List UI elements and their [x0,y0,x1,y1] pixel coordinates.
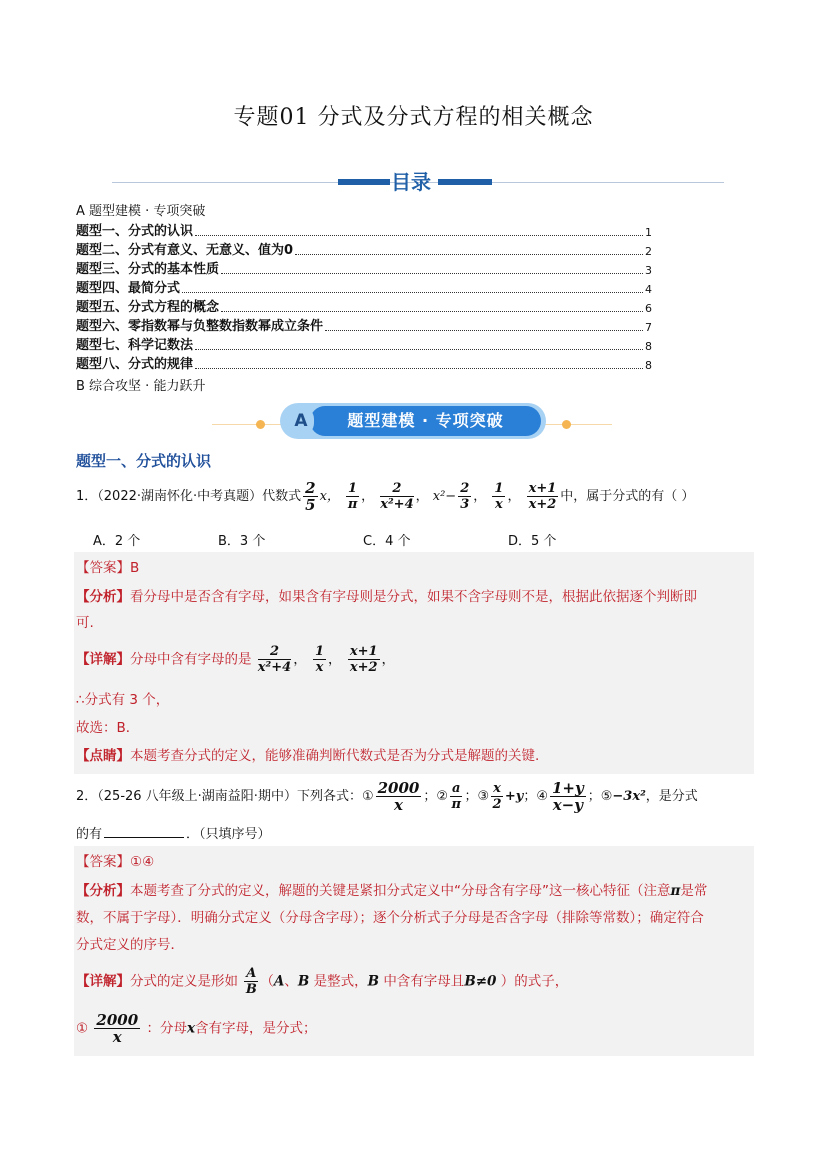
fraction: $\frac{2}{3}$ [460,481,470,512]
answer-blank[interactable] [104,837,184,838]
toc-item[interactable]: 题型二、分式有意义、无意义、值为0 2 [76,243,652,258]
detail-1: 【详解】分母中含有字母的是 $\frac{2}{\text{x²+4}}$ ， $\frac{1}{x}$ ， $\frac{x+1}{x+2}$ ， [76,644,396,675]
toc-item[interactable]: 题型五、分式方程的概念 6 [76,300,652,315]
toc-item[interactable]: 题型一、分式的认识 1 [76,224,652,239]
toc-bar-right [438,179,492,185]
option-c[interactable]: C．4 个 [363,534,411,549]
fraction: $\frac{1}{\pi}$ [347,481,358,512]
conclusion-2: 故选：B． [76,720,140,736]
section-banner [280,403,546,439]
toc-heading: 目录 [391,170,431,194]
analysis-2: 【分析】本题考查了分式的定义，解题的关键是紧扣分式定义中“分母含有字母”这一核心特征（注意π是常 数，不属于字母）．明确分式定义（分母含字母）；逐个分析式子分母是否含字母（排除等常数）；确定符合 分式定义的序号． [76,883,708,953]
option-a[interactable]: A．2 个 [93,534,141,549]
detail-2: 【详解】分式的定义是形如 $\frac{A}{B}$ （A、B 是整式，B 中含有字母且B≠0 ）的式子， [76,966,569,997]
question-2-line2: 的有 ．（只填序号） [76,827,271,842]
question-1: 1．（2022·湖南怀化·中考真题）代数式 $\frac{2}{5}$ x， $\frac{1}{\pi}$ ， $\frac{2}{\text{x²+4}}$ ， x²− $\frac{2}{3}$ ， $\frac{1}{x}$ ， $\frac{x+1}{x+2}$ 中，属于分式的有（ ） [76,479,695,514]
fraction: $\frac{2}{\text{x²+4}}$ [380,481,414,512]
fraction: $\frac{1}{x}$ [494,481,504,512]
analysis-1: 【分析】看分母中是否含有字母，如果含有字母则是分式，如果不含字母则不是，根据此依据逐个判断即 可. [76,589,697,631]
conclusion-1: ∴分式有 3 个， [76,692,170,708]
toc-item[interactable]: 题型七、科学记数法 8 [76,338,652,353]
toc-item[interactable]: 题型三、分式的基本性质 3 [76,262,652,277]
banner-text: 题型建模 · 专项突破 [310,406,541,436]
banner-dot-right [562,420,571,429]
banner-dot-left [256,420,265,429]
answer-2: 【答案】①④ [76,854,155,870]
fraction: $\frac{x+1}{x+2}$ [528,481,557,512]
toc-item[interactable]: 题型八、分式的规律 8 [76,357,652,372]
answer-1: 【答案】B [76,560,140,576]
question-2: 2．（25-26 八年级上·湖南益阳·期中）下列各式：① $\frac{2000}{x}$ ；② $\frac{a}{\pi}$ ；③ $\frac{x}{2}$ +y；④ $\frac{1+y}{x-y}$ ；⑤−3x²，是分式 [76,779,698,814]
option-b[interactable]: B．3 个 [218,534,266,549]
section-heading: 题型一、分式的认识 [76,452,212,470]
comment-1: 【点睛】本题考查分式的定义，能够准确判断代数式是否为分式是解题的关键. [76,748,540,764]
fraction: $\frac{2}{5}$ [305,479,316,514]
toc-item[interactable]: 题型六、零指数幂与负整数指数幂成立条件 7 [76,319,652,334]
page-title: 专题01 分式及分式方程的相关概念 [233,105,594,130]
detail-2-item1: ① $\frac{2000}{x}$ ：分母x含有字母，是分式； [76,1011,317,1046]
toc-section-a[interactable]: A 题型建模 · 专项突破 [76,204,206,219]
toc-section-b[interactable]: B 综合攻坚 · 能力跃升 [76,379,206,394]
toc-bar-left [338,179,390,185]
option-d[interactable]: D．5 个 [508,534,557,549]
toc-item[interactable]: 题型四、最简分式 4 [76,281,652,296]
banner-letter: A [288,406,314,436]
